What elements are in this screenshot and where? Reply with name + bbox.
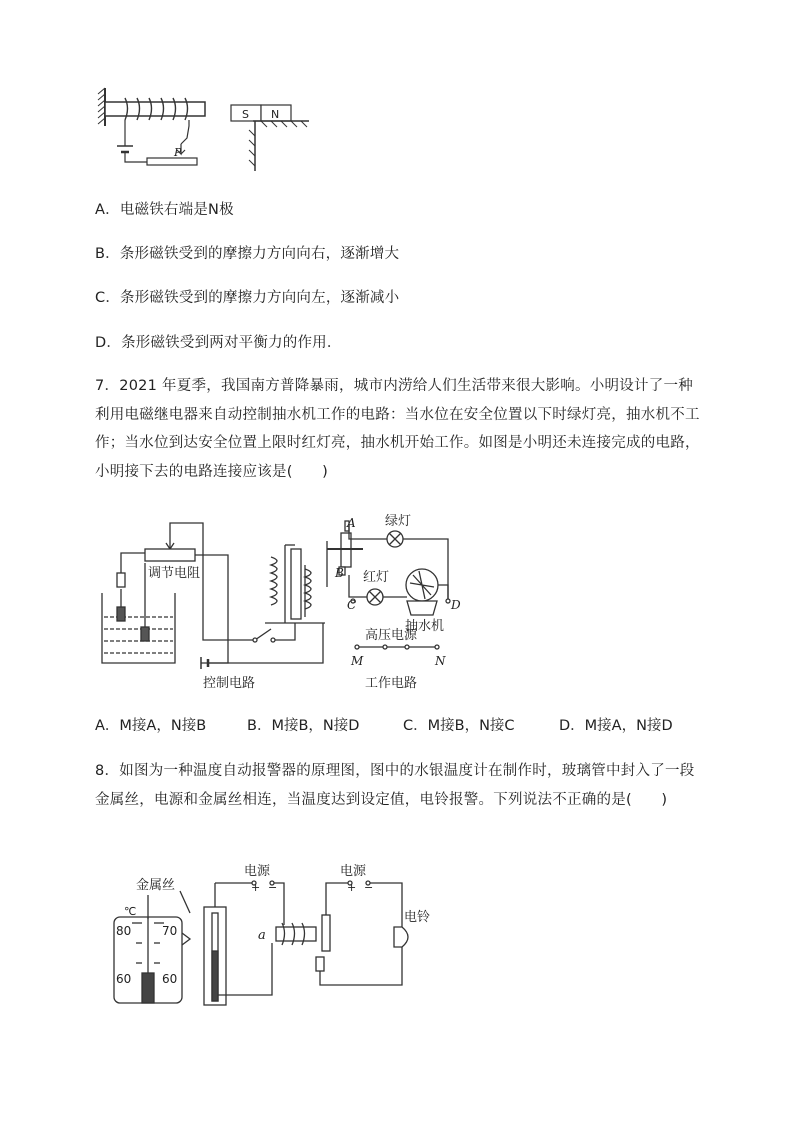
point-d-label: D <box>451 598 461 612</box>
source2-minus: − <box>364 881 374 894</box>
q7-option-a: A．M接A，N接B <box>95 718 207 734</box>
source1-plus: + <box>251 881 261 894</box>
slider-label: P <box>174 146 182 159</box>
q8-stem: 8．如图为一种温度自动报警器的原理图，图中的水银温度计在制作时，玻璃管中封入了一段金属丝，电源和金属丝相连，当温度达到设定值，电铃报警。下列说法不正确的是( ) <box>95 763 695 808</box>
q7-option-d: D．M接A，N接D <box>559 718 673 734</box>
scale-60-left: 60 <box>116 972 132 986</box>
source1-label: 电源 <box>244 864 271 879</box>
hv-source-label: 高压电源 <box>365 628 418 643</box>
figure-relay-circuit <box>95 505 485 700</box>
source2-label: 电源 <box>340 864 367 879</box>
figure-electromagnet <box>95 86 325 176</box>
scale-70-right: 70 <box>162 924 178 938</box>
scale-80-left: 80 <box>116 924 132 938</box>
scale-60-right: 60 <box>162 972 178 986</box>
pump-label: 抽水机 <box>405 619 445 634</box>
magnet-s-label: S <box>242 108 249 121</box>
q7-stem: 7．2021 年夏季，我国南方普降暴雨，城市内涝给人们生活带来很大影响。小明设计了一种利用电磁继电器来自动控制抽水机工作的电路：当水位在安全位置以下时绿灯亮，抽水机不工作；当水位到达安全位置上限时红灯亮，抽水机开始工作。如图是小明还未连接完成的电路，小明接下去的电路连接应该是( ) <box>95 378 700 480</box>
point-a-small-label: a <box>258 928 266 943</box>
adjust-resistor-label: 调节电阻 <box>148 566 201 581</box>
point-b-label: B <box>335 566 344 580</box>
q6-option-c: C．条形磁铁受到的摩擦力方向向左，逐渐减小 <box>95 290 400 306</box>
point-a-label: A <box>347 516 356 530</box>
red-lamp-label: 红灯 <box>363 570 390 585</box>
celsius-unit: ℃ <box>124 905 137 918</box>
control-circuit-label: 控制电路 <box>203 676 256 691</box>
wire-label: 金属丝 <box>136 878 176 893</box>
green-lamp-label: 绿灯 <box>385 514 412 529</box>
q6-option-b: B．条形磁铁受到的摩擦力方向向右，逐渐增大 <box>95 246 400 262</box>
bell-label: 电铃 <box>404 910 431 925</box>
magnet-n-label: N <box>271 108 280 121</box>
q6-option-d: D．条形磁铁受到两对平衡力的作用． <box>95 335 342 351</box>
source1-minus: − <box>268 881 278 894</box>
q6-option-a: A．电磁铁右端是N极 <box>95 202 234 218</box>
point-n-label: N <box>435 654 446 668</box>
q7-option-b: B．M接B，N接D <box>247 718 360 734</box>
figure-temperature-alarm <box>112 855 442 1015</box>
source2-plus: + <box>347 881 357 894</box>
point-c-label: C <box>347 598 357 612</box>
q7-option-c: C．M接B，N接C <box>403 718 515 734</box>
point-m-label: M <box>351 654 364 668</box>
work-circuit-label: 工作电路 <box>365 676 418 691</box>
